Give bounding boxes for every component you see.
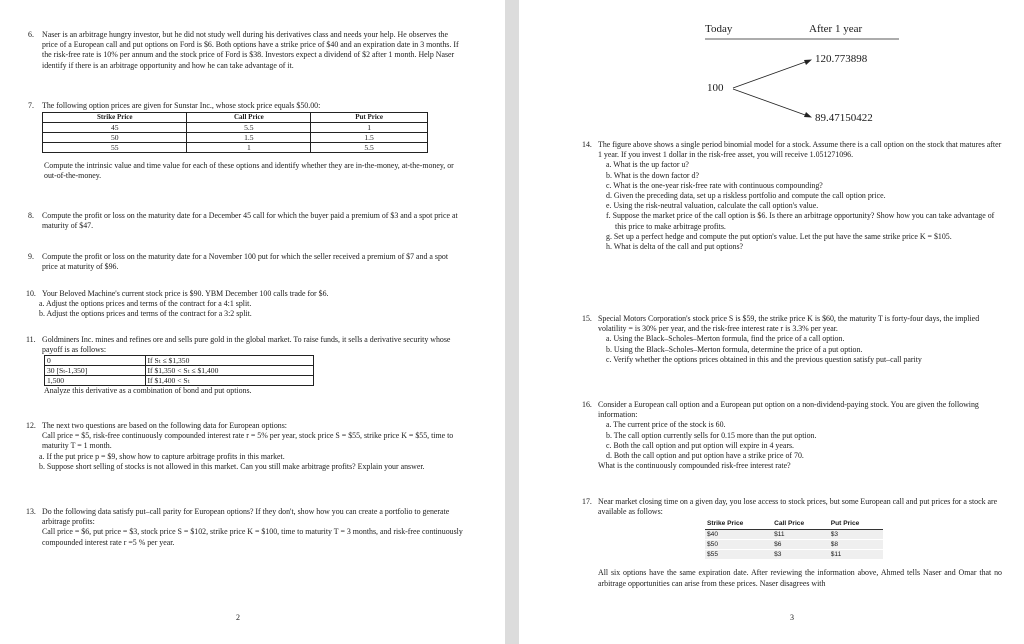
- tree-branches: [519, 0, 1024, 150]
- question-13: 13. Do the following data satisfy put–call parity for European options? If they don't, show how you can create a portfolio to generate arbitrage profits: Call price = $6, put price = $3, stock price S = $102, strike price K = $100, time to maturity T = 3 months, and risk-free continuously compounded interest rate r =5 % per year.: [26, 507, 463, 547]
- list-item: c. Both the call option and put option will expire in 4 years.: [606, 440, 795, 450]
- question-15: 15. Special Motors Corporation's stock price S is $59, the strike price K is $60, the maturity T is forty-four days, the implied volatility = is 30% per year, and the risk-free interest rate r is 3.3% per year. a. Using the Black–Scholes–Merton formula, find the price of a call option. b. Using the Black–Scholes–Merton formula, determine the price of a put option. c. Verify whether the options prices obtained in this and the previous question satisfy put–call parity: [582, 314, 1002, 365]
- tree-node-up: 120.773898: [815, 53, 868, 65]
- question-11: 11. Goldminers Inc. mines and refines ore and sells pure gold in the global market. To raise funds, it sells a derivative security whose payoff is as follows: 0 If Sₜ ≤ $1,350 30 [Sₜ-1,350] If $1,350 < Sₜ ≤ $1,400 1,500 If $1,400 < Sₜ Analyze this derivative as a combination of bond and put options.: [26, 335, 451, 396]
- list-item: b. What is the down factor d?: [606, 170, 699, 180]
- table-header-row: Strike Price Call Price Put Price: [705, 518, 883, 530]
- list-item: a. Adjust the options prices and terms of the contract for a 4:1 split.: [39, 299, 252, 309]
- list-item: a. The current price of the stock is 60.: [606, 420, 726, 430]
- table-row: 45 5.5 1: [43, 123, 428, 133]
- table-row: $55 $3 $11: [705, 550, 883, 560]
- table-row: $50 $6 $8: [705, 540, 883, 550]
- page-number: 2: [236, 613, 240, 622]
- payoff-table: [44, 355, 314, 386]
- down-arrow-icon: [804, 112, 812, 118]
- list-item: a. If the put price p = $9, show how to capture arbitrage profits in this market.: [39, 451, 285, 461]
- question-7: 7. The following option prices are given for Sunstar Inc., whose stock price equals $50.00: Strike Price Call Price Put Price 45 5.5 1 50 1.5 1.5 55 1 5.5 Compute the intrinsic value and time value for each of these options and identify whether they are in-the-money, at-the-money, or out-of-the-money.: [28, 101, 454, 181]
- up-branch: [733, 61, 808, 88]
- question-9: 9. Compute the profit or loss on the maturity date for a November 100 put for which the seller received a premium of $7 and a spot price at maturity of $96.: [28, 252, 449, 272]
- question-17: 17. Near market closing time on a given day, you lose access to stock prices, but some European call and put prices for a stock are available as follows: Strike Price Call Price Put Price $40 $11 $3 $50 $6 $8 $55 $3 $11 All six options have the same expiration date. After reviewing the information above, Ahmed tells Naser and Omar that no arbitrage opportunities can arise from these prices. Naser disagrees with: [582, 497, 1002, 588]
- list-item: c. What is the one-year risk-free rate with continuous compounding?: [606, 180, 823, 190]
- list-item: c. Verify whether the options prices obtained in this and the previous question satisfy put–call parity: [606, 354, 922, 364]
- list-item: b. Using the Black–Scholes–Merton formula, determine the price of a put option.: [606, 344, 863, 354]
- question-6: 6. Naser is an arbitrage hungry investor, but he did not study well during his derivatives class and needs your help. He observes the price of a European call and put options on Ford is $6. Both options have a strike price of $40 and an expiration date in 3 months. If the risk-free rate is 10% per annum and the stock price of Ford is $38. Investors expect a dividend of $2 after 1 month. Help Naser identify if there is an arbitrage opportunity and how he can take advantage of it.: [28, 30, 459, 70]
- table-header-row: Strike Price Call Price Put Price: [43, 113, 428, 123]
- list-item: f. Suppose the market price of the call option is $6. Is there an arbitrage opportunity? Show how you can take advantage of this price to make arbitrage profits.: [606, 211, 995, 231]
- list-item: h. What is delta of the call and put options?: [606, 242, 744, 252]
- page-number: 3: [790, 613, 794, 622]
- list-item: b. Adjust the options prices and terms of the contract for a 3:2 split.: [39, 309, 252, 319]
- list-item: g. Set up a perfect hedge and compute the put option's value. Let the put have the same strike price K = $105.: [606, 231, 952, 241]
- question-8: 8. Compute the profit or loss on the maturity date for a December 45 call for which the buyer paid a premium of $3 and a spot price at maturity of $47.: [28, 211, 458, 231]
- option-price-table: [42, 112, 428, 153]
- list-item: a. What is the up factor u?: [606, 160, 689, 170]
- table-row: 50 1.5 1.5: [43, 133, 428, 143]
- tree-node-down: 89.47150422: [815, 112, 873, 124]
- question-10: 10. Your Beloved Machine's current stock price is $90. YBM December 100 calls trade for $6. a. Adjust the options prices and terms of the contract for a 4:1 split. b. Adjust the options prices and terms of the contract for a 3:2 split.: [26, 289, 464, 320]
- list-item: b. Suppose short selling of stocks is not allowed in this market. Can you still make arbitrage profits? Explain your answer.: [39, 461, 425, 471]
- list-item: d. Given the preceding data, set up a riskless portfolio and compute the call option price.: [606, 191, 886, 201]
- down-branch: [733, 89, 808, 116]
- table-row: 30 [Sₜ-1,350] If $1,350 < Sₜ ≤ $1,400: [45, 366, 314, 376]
- list-item: b. The call option currently sells for 0.15 more than the put option.: [606, 430, 817, 440]
- table-row: 0 If Sₜ ≤ $1,350: [45, 356, 314, 366]
- list-item: d. Both the call option and put option have a strike price of 70.: [606, 451, 804, 461]
- table-row: 55 1 5.5: [43, 143, 428, 153]
- tree-label-today: Today: [705, 23, 733, 35]
- question-16: 16. Consider a European call option and a European put option on a non-dividend-paying stock. You are given the following information: a. The current price of the stock is 60. b. The call option currently sells for 0.15 more than the put option. c. Both the call option and put option will expire in 4 years. d. Both the call option and put option have a strike price of 70. What is the continuously compounded risk-free interest rate?: [582, 400, 1002, 471]
- up-arrow-icon: [804, 60, 812, 66]
- list-item: a. Using the Black–Scholes–Merton formula, find the price of a call option.: [606, 334, 845, 344]
- list-item: e. Using the risk-neutral valuation, calculate the call option's value.: [606, 201, 819, 211]
- table-row: 1,500 If $1,400 < Sₜ: [45, 376, 314, 386]
- document-page-2: [0, 0, 505, 644]
- question-14: 14. The figure above shows a single period binomial model for a stock. Assume there is a call option on the stock that matures after 1 year. If you invest 1 dollar in the risk-free asset, you will receive 1.051271096. a. What is the up factor u? b. What is the down factor d? c. What is the one-year risk-free rate with continuous compounding? d. Given the preceding data, set up a riskless portfolio and compute the call option price. e. Using the risk-neutral valuation, calculate the call option's value. f. Suppose the market price of the call option is $6. Is there an arbitrage opportunity? Show how you can take advantage of this price to make arbitrage profits. g. Set up a perfect hedge and compute the put option's value. Let the put have the same strike price K = $105. h. What is delta of the call and put options?: [582, 140, 1002, 252]
- question-12: 12. The next two questions are based on the following data for European options: Call price = $5, risk-free continuously compounded interest rate r = 5% per year, stock price S = $55, strike price K = $55, time to maturity T = 1 month. a. If the put price p = $9, show how to capture arbitrage profits in this market. b. Suppose short selling of stocks is not allowed in this market. Can you still make arbitrage profits? Explain your answer.: [26, 421, 464, 472]
- tree-node-s0: 100: [707, 82, 724, 94]
- option-quote-table: [705, 518, 883, 560]
- tree-label-after: After 1 year: [809, 23, 863, 35]
- table-row: $40 $11 $3: [705, 530, 883, 540]
- document-page-3: [519, 0, 1024, 644]
